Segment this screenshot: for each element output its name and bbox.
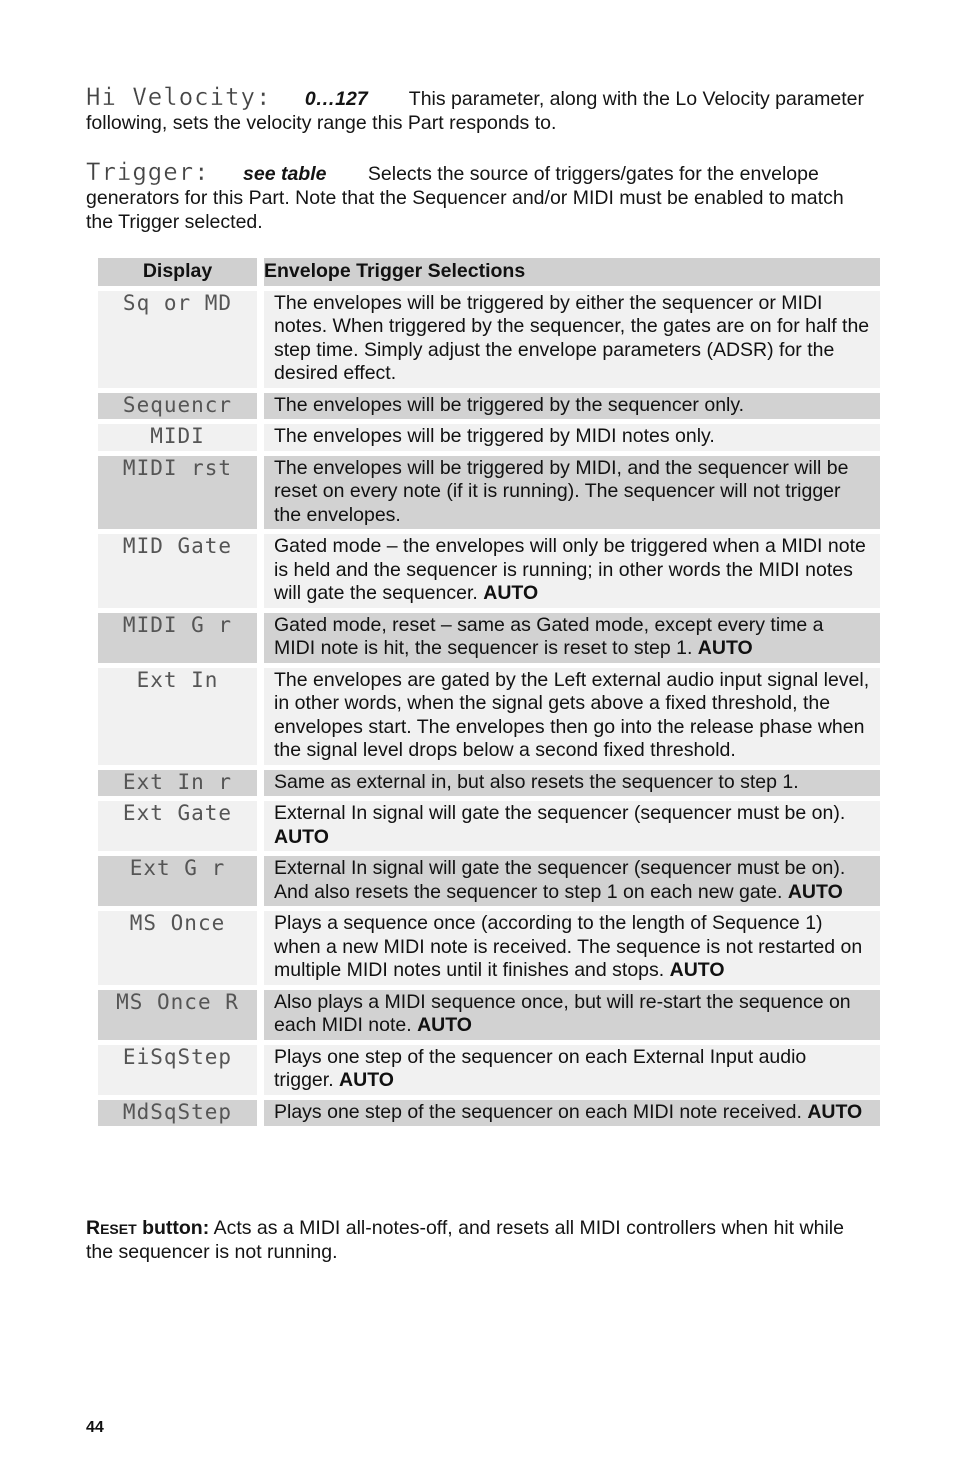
selection-description xyxy=(264,388,880,420)
auto-label: AUTO xyxy=(483,582,539,604)
auto-label: AUTO xyxy=(274,825,329,848)
table-row xyxy=(98,985,880,1040)
hi-velocity-range: 0…127 xyxy=(304,88,368,110)
table-row xyxy=(98,851,880,906)
selection-description xyxy=(264,419,880,451)
trigger-selection-table xyxy=(98,258,880,1126)
display-code: MS Once R xyxy=(98,985,257,1040)
selection-text: The envelopes will be triggered by either the sequencer or MIDI notes. When triggered by the sequencer, the gates are on for half the step time. Simply adjust the envelope parameters (ADSR) for the desired effect. xyxy=(274,291,870,384)
selection-text: The envelopes will be triggered by the sequencer only. xyxy=(274,393,745,416)
selection-text: Same as external in, but also resets the sequencer to step 1. xyxy=(274,770,799,793)
auto-label: AUTO xyxy=(787,880,843,903)
auto-label: AUTO xyxy=(417,1014,472,1036)
reset-paragraph xyxy=(86,1216,876,1264)
display-code: MIDI G r xyxy=(98,608,257,663)
display-code: Ext G r xyxy=(98,851,257,906)
table-row xyxy=(98,419,880,451)
selection-description xyxy=(264,851,880,906)
display-code: Sq or MD xyxy=(98,286,257,388)
header-selections: Envelope Trigger Selections xyxy=(264,258,880,286)
selection-description xyxy=(264,286,880,388)
hi-velocity-description: This parameter, along with the Lo Velocity parameter following, sets the velocity range this Part responds to. xyxy=(86,88,865,134)
selection-text: The envelopes are gated by the Left external audio input signal level, in other words, when the signal gets above a fixed threshold, the envelopes start. The envelopes then go into the release phase when the signal level drops below a second fixed threshold. xyxy=(274,668,870,761)
trigger-name: Trigger: xyxy=(86,158,210,186)
selection-text: Plays one step of the sequencer on each MIDI note received. xyxy=(274,1100,802,1123)
header-display: Display xyxy=(98,258,257,286)
table-header-row xyxy=(98,258,880,286)
table-row xyxy=(98,663,880,765)
selection-text: External In signal will gate the sequencer (sequencer must be on). And also resets the sequencer to step 1 on each new gate. xyxy=(274,857,846,903)
table-row xyxy=(98,1095,880,1127)
display-code: MdSqStep xyxy=(98,1095,257,1127)
selection-description xyxy=(264,451,880,530)
trigger-range: see table xyxy=(243,163,327,185)
selection-description xyxy=(264,906,880,985)
selection-description xyxy=(264,1095,880,1127)
table-row xyxy=(98,286,880,388)
selection-text: External In signal will gate the sequencer (sequencer must be on). xyxy=(274,802,846,824)
page-number: 44 xyxy=(86,1419,104,1436)
selection-text: Plays one step of the sequencer on each External Input audio trigger. xyxy=(274,1045,807,1091)
table-row xyxy=(98,451,880,530)
selection-description xyxy=(264,796,880,851)
selection-text: The envelopes will be triggered by MIDI, and the sequencer will be reset on every note (if it is running). The sequencer will not trigger the envelopes. xyxy=(274,456,849,526)
display-code: Ext Gate xyxy=(98,796,257,851)
table-row xyxy=(98,1040,880,1095)
selection-description xyxy=(264,663,880,765)
auto-label: AUTO xyxy=(339,1069,394,1091)
selection-description xyxy=(264,765,880,797)
display-code: MIDI xyxy=(98,419,257,451)
display-code: MS Once xyxy=(98,906,257,985)
display-code: MID Gate xyxy=(98,529,257,608)
hi-velocity-name: Hi Velocity: xyxy=(86,83,272,111)
table-row xyxy=(98,765,880,797)
table-row xyxy=(98,529,880,608)
selection-text: The envelopes will be triggered by MIDI notes only. xyxy=(274,425,715,447)
selection-text: Gated mode – the envelopes will only be triggered when a MIDI note is held and the sequencer is running; in other words the MIDI notes will gate the sequencer. xyxy=(274,535,866,604)
selection-text: Gated mode, reset – same as Gated mode, except every time a MIDI note is hit, the sequencer is reset to step 1. xyxy=(274,613,824,659)
trigger-description: Selects the source of triggers/gates for the envelope generators for this Part. Note that the Sequencer and/or MIDI must be enabled to match the Trigger selected. xyxy=(86,163,844,233)
reset-name: Reset xyxy=(86,1217,137,1239)
display-code: Sequencr xyxy=(98,388,257,420)
table-row xyxy=(98,796,880,851)
selection-text: Also plays a MIDI sequence once, but will re-start the sequence on each MIDI note. xyxy=(274,990,851,1036)
selection-text: Plays a sequence once (according to the length of Sequence 1) when a new MIDI note is received. The sequence is not restarted on multiple MIDI notes until it finishes and stops. xyxy=(274,912,863,981)
reset-description: Acts as a MIDI all-notes-off, and resets all MIDI controllers when hit while the sequencer is not running. xyxy=(86,1217,844,1263)
display-code: MIDI rst xyxy=(98,451,257,530)
hi-velocity-paragraph xyxy=(86,85,876,135)
trigger-paragraph xyxy=(86,160,876,234)
display-code: Ext In r xyxy=(98,765,257,797)
auto-label: AUTO xyxy=(669,959,725,981)
selection-description xyxy=(264,529,880,608)
display-code: EiSqStep xyxy=(98,1040,257,1095)
selection-description xyxy=(264,1040,880,1095)
table-row xyxy=(98,608,880,663)
table-row xyxy=(98,388,880,420)
selection-description xyxy=(264,985,880,1040)
auto-label: AUTO xyxy=(807,1100,863,1123)
selection-description xyxy=(264,608,880,663)
display-code: Ext In xyxy=(98,663,257,765)
table-row xyxy=(98,906,880,985)
auto-label: AUTO xyxy=(697,637,753,659)
reset-suffix: button: xyxy=(142,1217,210,1239)
